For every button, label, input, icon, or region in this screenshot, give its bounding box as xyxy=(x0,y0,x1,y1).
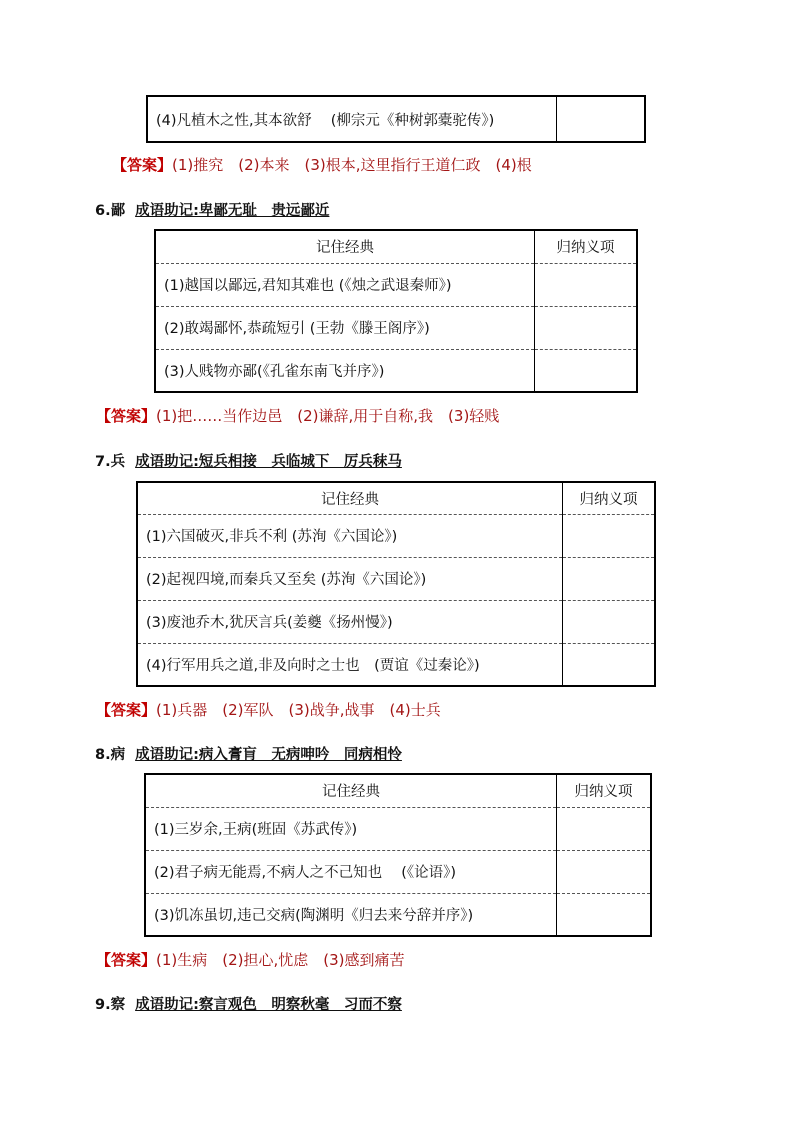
section-table-6 xyxy=(154,229,638,393)
column-header-classic: 记住经典 xyxy=(316,240,374,257)
table-row: (1)越国以鄙远,君知其难也 (《烛之武退秦师》) xyxy=(155,263,535,306)
table-row: (4)凡植木之性,其本欲舒 (柳宗元《种树郭橐驼传》) xyxy=(156,112,495,129)
answer-cell xyxy=(535,263,638,306)
column-header-classic: 记住经典 xyxy=(321,491,379,508)
table-row: (2)起视四境,而秦兵又至矣 (苏洵《六国论》) xyxy=(137,557,563,600)
section-answer-6: 【答案】(1)把……当作边邑 (2)谦辞,用于自称,我 (3)轻贱 xyxy=(96,407,500,425)
answer-cell xyxy=(563,643,656,686)
table-row: (3)饥冻虽切,违己交病(陶渊明《归去来兮辞并序》) xyxy=(145,893,557,936)
section-heading-8: 8.病 成语助记:病入膏肓 无病呻吟 同病相怜 xyxy=(95,747,402,763)
section-table-7 xyxy=(136,481,656,687)
section-heading-7: 7.兵 成语助记:短兵相接 兵临城下 厉兵秣马 xyxy=(95,454,402,470)
table-row: (3)废池乔木,犹厌言兵(姜夔《扬州慢》) xyxy=(137,600,563,643)
section-heading-6: 6.鄙 成语助记:卑鄙无耻 贵远鄙近 xyxy=(95,203,330,219)
answer-cell xyxy=(557,850,652,893)
answer-cell xyxy=(563,600,656,643)
column-header-meaning: 归纳义项 xyxy=(563,482,656,514)
top-answer: 【答案】(1)推究 (2)本来 (3)根本,这里指行王道仁政 (4)根 xyxy=(112,156,532,174)
section-answer-8: 【答案】(1)生病 (2)担心,忧虑 (3)感到痛苦 xyxy=(96,951,405,969)
answer-cell xyxy=(557,96,646,142)
table-row: (2)敢竭鄙怀,恭疏短引 (王勃《滕王阁序》) xyxy=(155,306,535,349)
table-row: (1)六国破灭,非兵不利 (苏洵《六国论》) xyxy=(137,514,563,557)
table-row: (4)行军用兵之道,非及向时之士也 (贾谊《过秦论》) xyxy=(137,643,563,686)
column-header-meaning: 归纳义项 xyxy=(557,774,652,807)
answer-cell xyxy=(535,349,638,392)
table-row: (3)人贱物亦鄙(《孔雀东南飞并序》) xyxy=(155,349,535,392)
section-heading-9: 9.察 成语助记:察言观色 明察秋毫 习而不察 xyxy=(95,997,402,1013)
answer-cell xyxy=(563,557,656,600)
column-header-meaning: 归纳义项 xyxy=(535,230,638,263)
table-row: (1)三岁余,王病(班固《苏武传》) xyxy=(145,807,557,850)
top-table xyxy=(146,95,646,143)
table-row: (2)君子病无能焉,不病人之不己知也 (《论语》) xyxy=(145,850,557,893)
column-header-classic: 记住经典 xyxy=(322,784,380,801)
answer-cell xyxy=(557,893,652,936)
answer-cell xyxy=(563,514,656,557)
section-answer-7: 【答案】(1)兵器 (2)军队 (3)战争,战事 (4)士兵 xyxy=(96,701,441,719)
answer-cell xyxy=(535,306,638,349)
answer-cell xyxy=(557,807,652,850)
section-table-8 xyxy=(144,773,652,937)
